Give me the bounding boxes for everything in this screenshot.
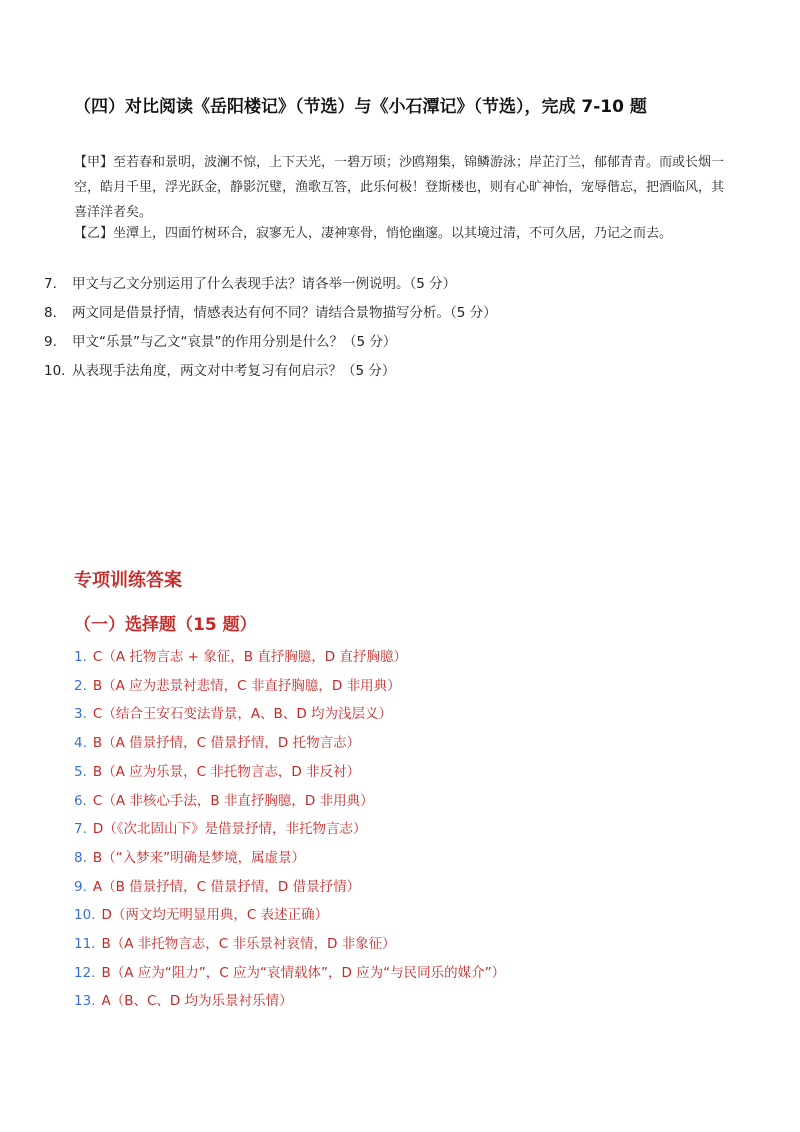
answer-number: 13. [74, 993, 96, 1010]
answer-number: 3. [74, 706, 87, 723]
answer-text: C（A 非核心手法，B 非直抒胸臆，D 非用典） [92, 792, 374, 809]
answer-number: 5. [74, 763, 87, 780]
question-text: 甲文“乐景”与乙文“哀景”的作用分别是什么？（5 分） [72, 334, 397, 350]
answer-number: 12. [74, 964, 96, 981]
answer-item [74, 873, 754, 902]
answer-number: 4. [74, 735, 87, 752]
answer-text: B（A 应为乐景，C 非托物言志，D 非反衬） [92, 763, 361, 780]
question-item [44, 299, 744, 328]
answer-number: 1. [74, 649, 87, 665]
passage-yi: 【乙】坐潭上，四面竹树环合，寂寥无人，凄神寒骨，悄怆幽邃。以其境过清，不可久居，乃记之而去。 [74, 226, 673, 241]
question-item [44, 357, 744, 386]
answer-number: 2. [74, 677, 87, 694]
question-text: 两文同是借景抒情，情感表达有何不同？请结合景物描写分析。（5 分） [72, 305, 497, 321]
answer-text: C（A 托物言志 + 象征，B 直抒胸臆，D 直抒胸臆） [92, 649, 407, 665]
question-list [44, 270, 744, 386]
question-number: 9. [44, 334, 57, 350]
answer-item [74, 987, 754, 1016]
answer-text: B（A 借景抒情，C 借景抒情，D 托物言志） [92, 735, 361, 752]
answer-number: 6. [74, 792, 87, 809]
section-title: （四）对比阅读《岳阳楼记》（节选）与《小石潭记》（节选），完成 7-10 题 [74, 97, 647, 117]
answer-text: B（A 应为悲景衬悲情，C 非直抒胸臆，D 非用典） [92, 677, 401, 694]
answer-item [74, 815, 754, 844]
answer-number: 7. [74, 821, 87, 838]
answer-item [74, 643, 754, 672]
answer-number: 9. [74, 878, 87, 895]
answer-text: B（A 应为“阻力”，C 应为“哀情载体”，D 应为“与民同乐的媒介”） [101, 964, 506, 981]
answer-item [74, 787, 754, 816]
answer-number: 11. [74, 936, 96, 953]
question-item [44, 328, 744, 357]
answer-item [74, 901, 754, 930]
question-number: 10. [44, 363, 66, 379]
answer-text: A（B、C、D 均为乐景衬乐情） [101, 993, 293, 1010]
question-text: 甲文与乙文分别运用了什么表现手法？请各举一例说明。（5 分） [72, 276, 457, 292]
answer-text: D（两文均无明显用典，C 表述正确） [101, 907, 329, 924]
answer-item [74, 729, 754, 758]
answers-subtitle: （一）选择题（15 题） [74, 615, 257, 635]
answer-item [74, 930, 754, 959]
answer-text: B（“入梦来”明确是梦境，属虚景） [92, 849, 306, 866]
answer-text: A（B 借景抒情，C 借景抒情，D 借景抒情） [92, 878, 361, 895]
question-text: 从表现手法角度，两文对中考复习有何启示？（5 分） [72, 363, 396, 379]
answer-number: 10. [74, 907, 96, 924]
answer-text: C（结合王安石变法背景，A、B、D 均为浅层义） [92, 706, 392, 723]
answer-item [74, 672, 754, 701]
answer-list [74, 643, 754, 1016]
question-number: 8. [44, 305, 57, 321]
answer-number: 8. [74, 849, 87, 866]
answer-text: B（A 非托物言志，C 非乐景衬哀情，D 非象征） [101, 936, 396, 953]
question-number: 7. [44, 276, 57, 292]
answer-item [74, 959, 754, 988]
answer-item [74, 758, 754, 787]
passage-jia: 【甲】至若春和景明，波澜不惊，上下天光，一碧万顷；沙鸥翔集，锦鳞游泳；岸芷汀兰，郁郁青青。而或长烟一空，皓月千里，浮光跃金，静影沉璧，渔歌互答，此乐何极！登斯楼也，则有心旷神怡，宠辱偕忘，把酒临风，其喜洋洋者矣。 [74, 155, 725, 220]
answers-title: 专项训练答案 [74, 570, 182, 591]
answer-item [74, 700, 754, 729]
answer-text: D（《次北固山下》是借景抒情，非托物言志） [92, 821, 367, 838]
question-item [44, 270, 744, 299]
answer-item [74, 844, 754, 873]
